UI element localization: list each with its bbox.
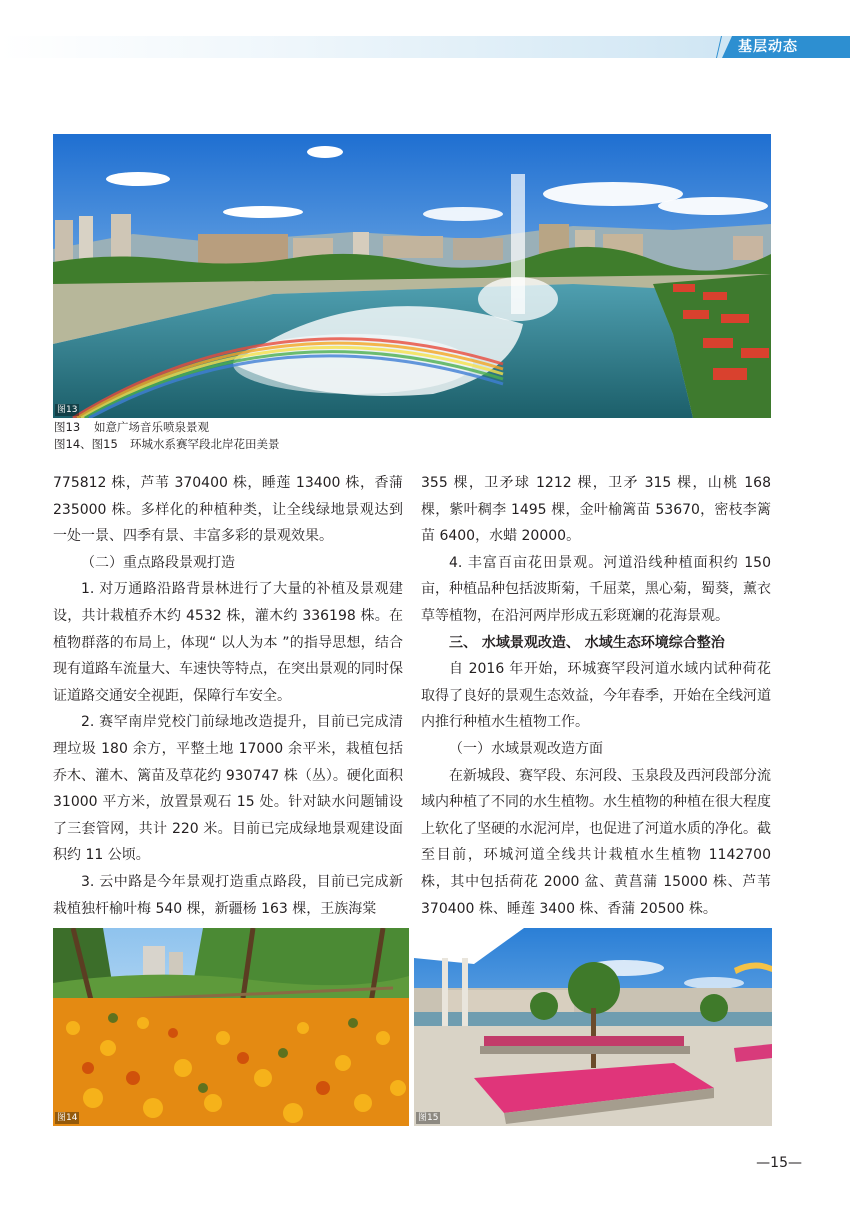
caption-number: 图13: [54, 420, 81, 434]
subheading: （一）水域景观改造方面: [449, 740, 603, 757]
subheading: （二）重点路段景观打造: [81, 554, 235, 571]
paragraph: 3. 云中路是今年景观打造重点路段，目前已完成新栽植独杆榆叶梅 540 棵，新疆杨 163 棵，王族海棠: [53, 873, 403, 917]
paragraph: 自 2016 年开始，环城赛罕段河道水域内试种荷花取得了良好的景观生态效益，今年春季，开始在全线河道内推行种植水生植物工作。: [421, 661, 771, 731]
fountain-panorama-image: [53, 134, 771, 418]
paragraph: 2. 赛罕南岸党校门前绿地改造提升，目前已完成清理垃圾 180 余方，平整土地 17000 余平米，栽植包括乔木、灌木、篱苗及草花约 930747 株（丛）。硬化面积 31000 平方米，放置景观石 15 处。针对缺水问题铺设了三套管网，共计 220 米。目前已完成绿地景观建设面积约 11 公顷。: [53, 714, 403, 864]
figure-15-photo: [414, 928, 772, 1126]
paragraph: 4. 丰富百亩花田景观。河道沿线种植面积约 150 亩，种植品种包括波斯菊，千屈菜，黑心菊，蜀葵，薰衣草等植物，在沿河两岸形成五彩斑斓的花海景观。: [421, 554, 771, 624]
garden-planters-image: [414, 928, 772, 1126]
right-text-column: [421, 470, 771, 922]
section-label: 基层动态: [738, 39, 798, 55]
caption-text: 环城水系赛罕段北岸花田美景: [130, 437, 280, 451]
figure-13-tag: 图13: [57, 405, 78, 415]
caption-number: 图14、图15: [54, 437, 118, 451]
paragraph: 775812 株，芦苇 370400 株，睡莲 13400 株，香蒲 235000 株。多样化的种植种类，让全线绿地景观达到一处一景、四季有景、丰富多彩的景观效果。: [53, 475, 403, 545]
figure-14-tag: 图14: [57, 1113, 78, 1123]
figure-captions: [54, 419, 280, 453]
flower-field-image: [53, 928, 409, 1126]
paragraph: 355 棵，卫矛球 1212 棵，卫矛 315 棵，山桃 168 棵，紫叶稠李 1495 棵，金叶榆篱苗 53670，密枝李篱苗 6400，水蜡 20000。: [421, 475, 771, 545]
left-text-column: [53, 470, 403, 922]
caption-fig14-15: [54, 436, 280, 453]
header-band: [0, 36, 850, 58]
figure-15-tag: 图15: [418, 1113, 439, 1123]
figure-13-photo: [53, 134, 771, 418]
caption-text: 如意广场音乐喷泉景观: [94, 420, 209, 434]
section-heading: 三、 水域景观改造、 水域生态环境综合整治: [449, 634, 725, 651]
paragraph: 在新城段、赛罕段、东河段、玉泉段及西河段部分流域内种植了不同的水生植物。水生植物的种植在很大程度上软化了坚硬的水泥河岸，也促进了河道水质的净化。截至目前，环城河道全线共计栽植水生植物 1142700 株，其中包括荷花 2000 盆、黄菖蒲 15000 株、芦苇 370400 株、睡莲 3400 株、香蒲 20500 株。: [421, 767, 771, 917]
page-number: —15—: [756, 1155, 802, 1171]
figure-14-photo: [53, 928, 409, 1126]
paragraph: 1. 对万通路沿路背景林进行了大量的补植及景观建设，共计栽植乔木约 4532 株，灌木约 336198 株。在植物群落的布局上，体现“ 以人为本 ”的指导思想，结合现有道路车流量大、车速快等特点，在突出景观的同时保证道路交通安全视距，保障行车安全。: [53, 581, 403, 704]
caption-fig13: [54, 419, 280, 436]
